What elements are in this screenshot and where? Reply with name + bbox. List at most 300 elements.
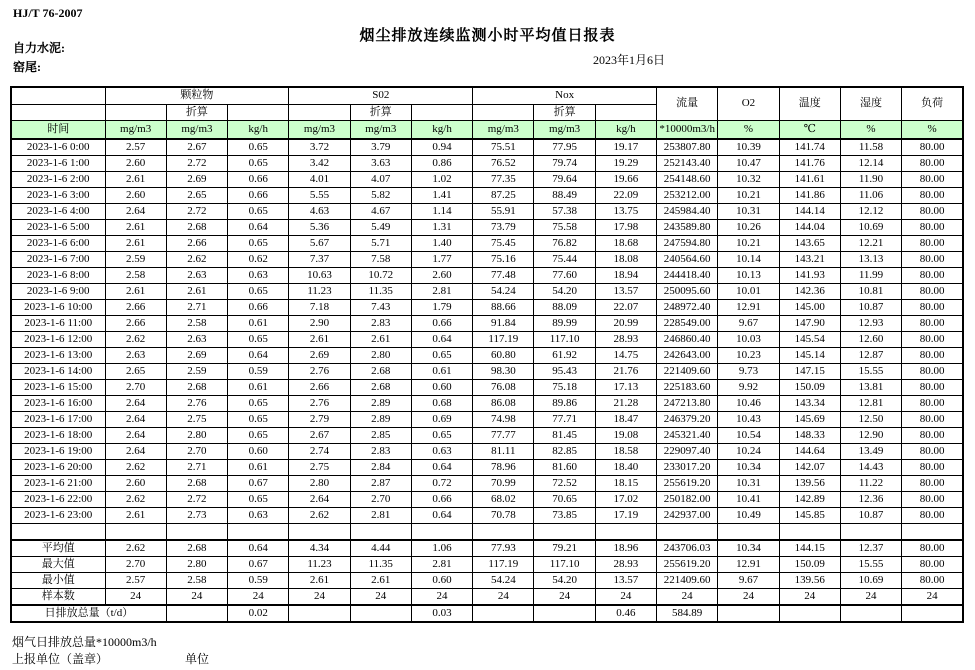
- value-cell: 10.69: [840, 220, 901, 236]
- value-cell: 80.00: [902, 380, 963, 396]
- value-cell: 12.91: [718, 300, 779, 316]
- group-header-pm: 颗粒物: [105, 87, 289, 105]
- value-cell: 242643.00: [657, 348, 718, 364]
- value-cell: 20.99: [595, 316, 656, 332]
- value-cell: 141.93: [779, 268, 840, 284]
- summary-value-cell: 24: [840, 589, 901, 606]
- daily-total-value-cell: 584.89: [657, 605, 718, 622]
- value-cell: 250182.00: [657, 492, 718, 508]
- value-cell: 10.63: [289, 268, 350, 284]
- value-cell: 22.07: [595, 300, 656, 316]
- value-cell: 246860.40: [657, 332, 718, 348]
- summary-value-cell: 139.56: [779, 573, 840, 589]
- value-cell: 2.63: [166, 332, 227, 348]
- value-cell: 77.48: [473, 268, 534, 284]
- value-cell: 12.81: [840, 396, 901, 412]
- value-cell: 247213.80: [657, 396, 718, 412]
- unit-cell: mg/m3: [350, 121, 411, 140]
- summary-value-cell: 80.00: [902, 540, 963, 557]
- value-cell: 10.03: [718, 332, 779, 348]
- hourly-data-row: [11, 332, 963, 348]
- value-cell: 0.65: [228, 332, 289, 348]
- unit-cell: mg/m3: [289, 121, 350, 140]
- value-cell: 12.14: [840, 156, 901, 172]
- value-cell: 5.71: [350, 236, 411, 252]
- value-cell: 2.61: [105, 220, 166, 236]
- header-flow: 流量: [657, 87, 718, 121]
- value-cell: 2.85: [350, 428, 411, 444]
- value-cell: 2.61: [105, 284, 166, 300]
- hourly-data-row: [11, 460, 963, 476]
- value-cell: 0.65: [411, 348, 472, 364]
- value-cell: 10.34: [718, 460, 779, 476]
- spacer-cell: [779, 524, 840, 541]
- header-humidity: 湿度: [840, 87, 901, 121]
- value-cell: 2.69: [166, 348, 227, 364]
- value-cell: 0.66: [411, 316, 472, 332]
- value-cell: 15.55: [840, 364, 901, 380]
- summary-value-cell: 10.69: [840, 573, 901, 589]
- value-cell: 2.68: [350, 380, 411, 396]
- hourly-data-row: [11, 156, 963, 172]
- summary-value-cell: 150.09: [779, 557, 840, 573]
- value-cell: 139.56: [779, 476, 840, 492]
- spacer-cell: [718, 524, 779, 541]
- summary-value-cell: 2.81: [411, 557, 472, 573]
- daily-total-value-cell: [289, 605, 350, 622]
- value-cell: 80.00: [902, 348, 963, 364]
- header-time: 时间: [11, 121, 105, 140]
- value-cell: 72.52: [534, 476, 595, 492]
- summary-label-cell: 样本数: [11, 589, 105, 606]
- value-cell: 2.76: [166, 396, 227, 412]
- summary-value-cell: 24: [105, 589, 166, 606]
- value-cell: 2.58: [166, 316, 227, 332]
- value-cell: 145.85: [779, 508, 840, 524]
- value-cell: 80.00: [902, 236, 963, 252]
- value-cell: 18.94: [595, 268, 656, 284]
- header-blank-cell: [289, 105, 350, 121]
- value-cell: 0.66: [228, 172, 289, 188]
- hourly-data-row: [11, 380, 963, 396]
- value-cell: 2.60: [411, 268, 472, 284]
- value-cell: 0.63: [228, 268, 289, 284]
- value-cell: 0.62: [228, 252, 289, 268]
- value-cell: 80.00: [902, 444, 963, 460]
- daily-total-value-cell: 0.03: [411, 605, 472, 622]
- value-cell: 2.69: [166, 172, 227, 188]
- value-cell: 2.64: [105, 444, 166, 460]
- value-cell: 9.67: [718, 316, 779, 332]
- value-cell: 75.51: [473, 139, 534, 156]
- header-blank-cell: [411, 105, 472, 121]
- value-cell: 145.69: [779, 412, 840, 428]
- value-cell: 2.81: [411, 284, 472, 300]
- value-cell: 10.31: [718, 204, 779, 220]
- value-cell: 233017.20: [657, 460, 718, 476]
- value-cell: 2.80: [166, 428, 227, 444]
- value-cell: 2.62: [105, 332, 166, 348]
- value-cell: 0.67: [228, 476, 289, 492]
- value-cell: 18.68: [595, 236, 656, 252]
- summary-value-cell: 2.68: [166, 540, 227, 557]
- value-cell: 2.63: [166, 268, 227, 284]
- value-cell: 10.21: [718, 236, 779, 252]
- summary-value-cell: 12.91: [718, 557, 779, 573]
- value-cell: 0.61: [228, 460, 289, 476]
- value-cell: 73.79: [473, 220, 534, 236]
- value-cell: 57.38: [534, 204, 595, 220]
- value-cell: 18.58: [595, 444, 656, 460]
- value-cell: 88.49: [534, 188, 595, 204]
- daily-total-value-cell: 0.02: [228, 605, 289, 622]
- value-cell: 145.54: [779, 332, 840, 348]
- value-cell: 1.14: [411, 204, 472, 220]
- daily-total-value-cell: [534, 605, 595, 622]
- value-cell: 143.65: [779, 236, 840, 252]
- spacer-cell: [657, 524, 718, 541]
- summary-value-cell: 77.93: [473, 540, 534, 557]
- summary-value-cell: 24: [350, 589, 411, 606]
- value-cell: 5.55: [289, 188, 350, 204]
- hourly-data-row: [11, 220, 963, 236]
- unit-cell: *10000m3/h: [657, 121, 718, 140]
- value-cell: 147.90: [779, 316, 840, 332]
- value-cell: 80.00: [902, 268, 963, 284]
- value-cell: 245984.40: [657, 204, 718, 220]
- hourly-data-row: [11, 284, 963, 300]
- value-cell: 9.92: [718, 380, 779, 396]
- value-cell: 11.06: [840, 188, 901, 204]
- value-cell: 2.70: [166, 444, 227, 460]
- summary-label-cell: 最大值: [11, 557, 105, 573]
- unit-cell: kg/h: [595, 121, 656, 140]
- value-cell: 12.12: [840, 204, 901, 220]
- value-cell: 242937.00: [657, 508, 718, 524]
- value-cell: 77.60: [534, 268, 595, 284]
- station-label: 窑尾:: [13, 60, 41, 74]
- value-cell: 4.01: [289, 172, 350, 188]
- value-cell: 0.72: [411, 476, 472, 492]
- daily-total-label-cell: 日排放总量（t/d）: [11, 605, 166, 622]
- value-cell: 0.63: [228, 508, 289, 524]
- standard-code: HJ/T 76-2007: [13, 6, 83, 20]
- value-cell: 2.89: [350, 412, 411, 428]
- value-cell: 253212.00: [657, 188, 718, 204]
- value-cell: 2.59: [166, 364, 227, 380]
- value-cell: 229097.40: [657, 444, 718, 460]
- summary-value-cell: 0.64: [228, 540, 289, 557]
- value-cell: 5.67: [289, 236, 350, 252]
- value-cell: 2.87: [350, 476, 411, 492]
- header-blank-cell: [473, 105, 534, 121]
- value-cell: 7.43: [350, 300, 411, 316]
- value-cell: 9.73: [718, 364, 779, 380]
- daily-total-value-cell: [166, 605, 227, 622]
- value-cell: 2.66: [289, 380, 350, 396]
- summary-value-cell: 11.23: [289, 557, 350, 573]
- summary-value-cell: 24: [534, 589, 595, 606]
- spacer-cell: [350, 524, 411, 541]
- value-cell: 225183.60: [657, 380, 718, 396]
- value-cell: 77.71: [534, 412, 595, 428]
- value-cell: 80.00: [902, 332, 963, 348]
- value-cell: 19.29: [595, 156, 656, 172]
- value-cell: 0.65: [228, 156, 289, 172]
- hourly-data-row: [11, 252, 963, 268]
- summary-value-cell: 80.00: [902, 557, 963, 573]
- summary-value-cell: 221409.60: [657, 573, 718, 589]
- value-cell: 2.59: [105, 252, 166, 268]
- hourly-data-row: [11, 268, 963, 284]
- value-cell: 21.76: [595, 364, 656, 380]
- value-cell: 80.00: [902, 156, 963, 172]
- value-cell: 145.00: [779, 300, 840, 316]
- value-cell: 2.64: [105, 396, 166, 412]
- value-cell: 0.65: [228, 492, 289, 508]
- value-cell: 2.61: [105, 508, 166, 524]
- value-cell: 0.94: [411, 139, 472, 156]
- header-converted-pm: 折算: [166, 105, 227, 121]
- flue-gas-total-label: 烟气日排放总量*10000m3/h: [12, 635, 157, 649]
- hourly-data-row: [11, 204, 963, 220]
- summary-value-cell: 0.67: [228, 557, 289, 573]
- value-cell: 10.87: [840, 300, 901, 316]
- table-header: [11, 87, 963, 139]
- daily-total-value-cell: [473, 605, 534, 622]
- value-cell: 2.63: [105, 348, 166, 364]
- value-cell: 10.23: [718, 348, 779, 364]
- value-cell: 0.59: [228, 364, 289, 380]
- hourly-data-row: [11, 139, 963, 156]
- value-cell: 244418.40: [657, 268, 718, 284]
- time-cell: 2023-1-6 0:00: [11, 139, 105, 156]
- summary-value-cell: 2.61: [350, 573, 411, 589]
- value-cell: 77.35: [473, 172, 534, 188]
- value-cell: 141.74: [779, 139, 840, 156]
- header-blank-cell: [105, 105, 166, 121]
- header-blank-cell: [228, 105, 289, 121]
- value-cell: 19.08: [595, 428, 656, 444]
- value-cell: 2.83: [350, 316, 411, 332]
- summary-row: [11, 573, 963, 589]
- daily-total-value-cell: [840, 605, 901, 622]
- value-cell: 0.68: [411, 396, 472, 412]
- value-cell: 81.60: [534, 460, 595, 476]
- spacer-cell: [840, 524, 901, 541]
- value-cell: 0.65: [228, 284, 289, 300]
- value-cell: 2.60: [105, 188, 166, 204]
- value-cell: 60.80: [473, 348, 534, 364]
- value-cell: 75.58: [534, 220, 595, 236]
- value-cell: 0.64: [411, 332, 472, 348]
- value-cell: 2.74: [289, 444, 350, 460]
- summary-value-cell: 11.35: [350, 557, 411, 573]
- value-cell: 5.49: [350, 220, 411, 236]
- value-cell: 12.60: [840, 332, 901, 348]
- value-cell: 80.00: [902, 172, 963, 188]
- unit-cell: %: [902, 121, 963, 140]
- hourly-data-row: [11, 348, 963, 364]
- value-cell: 10.43: [718, 412, 779, 428]
- summary-value-cell: 12.37: [840, 540, 901, 557]
- summary-value-cell: 54.20: [534, 573, 595, 589]
- spacer-cell: [105, 524, 166, 541]
- value-cell: 2.64: [105, 204, 166, 220]
- value-cell: 0.64: [411, 508, 472, 524]
- page-title: 烟尘排放连续监测小时平均值日报表: [359, 28, 616, 44]
- value-cell: 10.14: [718, 252, 779, 268]
- summary-value-cell: 117.19: [473, 557, 534, 573]
- summary-value-cell: 24: [902, 589, 963, 606]
- value-cell: 2.68: [166, 220, 227, 236]
- value-cell: 10.87: [840, 508, 901, 524]
- summary-value-cell: 4.34: [289, 540, 350, 557]
- unit-cell: kg/h: [411, 121, 472, 140]
- hourly-data-row: [11, 444, 963, 460]
- value-cell: 13.49: [840, 444, 901, 460]
- time-cell: 2023-1-6 16:00: [11, 396, 105, 412]
- value-cell: 2.61: [105, 172, 166, 188]
- value-cell: 17.02: [595, 492, 656, 508]
- value-cell: 0.65: [228, 139, 289, 156]
- value-cell: 0.64: [228, 220, 289, 236]
- summary-value-cell: 4.44: [350, 540, 411, 557]
- value-cell: 247594.80: [657, 236, 718, 252]
- value-cell: 74.98: [473, 412, 534, 428]
- value-cell: 3.72: [289, 139, 350, 156]
- value-cell: 246379.20: [657, 412, 718, 428]
- value-cell: 2.84: [350, 460, 411, 476]
- value-cell: 2.72: [166, 156, 227, 172]
- value-cell: 18.47: [595, 412, 656, 428]
- summary-value-cell: 24: [228, 589, 289, 606]
- value-cell: 2.70: [105, 380, 166, 396]
- value-cell: 142.36: [779, 284, 840, 300]
- time-cell: 2023-1-6 1:00: [11, 156, 105, 172]
- value-cell: 240564.60: [657, 252, 718, 268]
- summary-value-cell: 24: [718, 589, 779, 606]
- value-cell: 1.41: [411, 188, 472, 204]
- value-cell: 95.43: [534, 364, 595, 380]
- value-cell: 141.86: [779, 188, 840, 204]
- time-cell: 2023-1-6 15:00: [11, 380, 105, 396]
- value-cell: 12.93: [840, 316, 901, 332]
- summary-value-cell: 243706.03: [657, 540, 718, 557]
- time-cell: 2023-1-6 20:00: [11, 460, 105, 476]
- value-cell: 0.63: [411, 444, 472, 460]
- value-cell: 75.18: [534, 380, 595, 396]
- value-cell: 12.36: [840, 492, 901, 508]
- value-cell: 5.82: [350, 188, 411, 204]
- value-cell: 12.50: [840, 412, 901, 428]
- value-cell: 10.39: [718, 139, 779, 156]
- daily-total-row: [11, 605, 963, 622]
- value-cell: 13.57: [595, 284, 656, 300]
- summary-value-cell: 18.96: [595, 540, 656, 557]
- unit-cell: %: [840, 121, 901, 140]
- value-cell: 17.98: [595, 220, 656, 236]
- value-cell: 11.22: [840, 476, 901, 492]
- header-o2: O2: [718, 87, 779, 121]
- value-cell: 2.75: [289, 460, 350, 476]
- value-cell: 78.96: [473, 460, 534, 476]
- value-cell: 145.14: [779, 348, 840, 364]
- summary-value-cell: 9.67: [718, 573, 779, 589]
- table-body: [11, 139, 963, 622]
- header-blank-cell: [11, 87, 105, 105]
- company-label: 自力水泥:: [13, 41, 65, 55]
- value-cell: 13.13: [840, 252, 901, 268]
- value-cell: 2.72: [166, 492, 227, 508]
- value-cell: 80.00: [902, 188, 963, 204]
- hourly-data-row: [11, 428, 963, 444]
- unit-cell: mg/m3: [473, 121, 534, 140]
- value-cell: 18.08: [595, 252, 656, 268]
- time-cell: 2023-1-6 10:00: [11, 300, 105, 316]
- monitoring-table: [10, 86, 964, 623]
- value-cell: 10.24: [718, 444, 779, 460]
- value-cell: 89.99: [534, 316, 595, 332]
- value-cell: 18.15: [595, 476, 656, 492]
- daily-total-value-cell: [779, 605, 840, 622]
- value-cell: 2.61: [105, 236, 166, 252]
- value-cell: 0.61: [228, 380, 289, 396]
- value-cell: 12.90: [840, 428, 901, 444]
- summary-value-cell: 2.61: [289, 573, 350, 589]
- time-cell: 2023-1-6 7:00: [11, 252, 105, 268]
- summary-value-cell: 2.80: [166, 557, 227, 573]
- spacer-cell: [411, 524, 472, 541]
- summary-label-cell: 平均值: [11, 540, 105, 557]
- value-cell: 2.67: [166, 139, 227, 156]
- value-cell: 80.00: [902, 460, 963, 476]
- value-cell: 147.15: [779, 364, 840, 380]
- value-cell: 117.19: [473, 332, 534, 348]
- unit-cell: mg/m3: [105, 121, 166, 140]
- daily-total-value-cell: 0.46: [595, 605, 656, 622]
- value-cell: 0.64: [228, 348, 289, 364]
- value-cell: 76.52: [473, 156, 534, 172]
- value-cell: 98.30: [473, 364, 534, 380]
- spacer-row: [11, 524, 963, 541]
- value-cell: 0.65: [228, 428, 289, 444]
- time-cell: 2023-1-6 6:00: [11, 236, 105, 252]
- spacer-cell: [166, 524, 227, 541]
- value-cell: 10.49: [718, 508, 779, 524]
- value-cell: 2.66: [105, 300, 166, 316]
- value-cell: 82.85: [534, 444, 595, 460]
- value-cell: 2.66: [166, 236, 227, 252]
- value-cell: 81.11: [473, 444, 534, 460]
- time-cell: 2023-1-6 19:00: [11, 444, 105, 460]
- value-cell: 2.69: [289, 348, 350, 364]
- summary-value-cell: 80.00: [902, 573, 963, 589]
- time-cell: 2023-1-6 23:00: [11, 508, 105, 524]
- value-cell: 0.66: [228, 188, 289, 204]
- value-cell: 80.00: [902, 428, 963, 444]
- value-cell: 2.89: [350, 396, 411, 412]
- value-cell: 80.00: [902, 139, 963, 156]
- value-cell: 80.00: [902, 396, 963, 412]
- time-cell: 2023-1-6 13:00: [11, 348, 105, 364]
- value-cell: 11.23: [289, 284, 350, 300]
- spacer-cell: [289, 524, 350, 541]
- value-cell: 0.65: [228, 236, 289, 252]
- value-cell: 2.71: [166, 300, 227, 316]
- value-cell: 7.18: [289, 300, 350, 316]
- value-cell: 4.63: [289, 204, 350, 220]
